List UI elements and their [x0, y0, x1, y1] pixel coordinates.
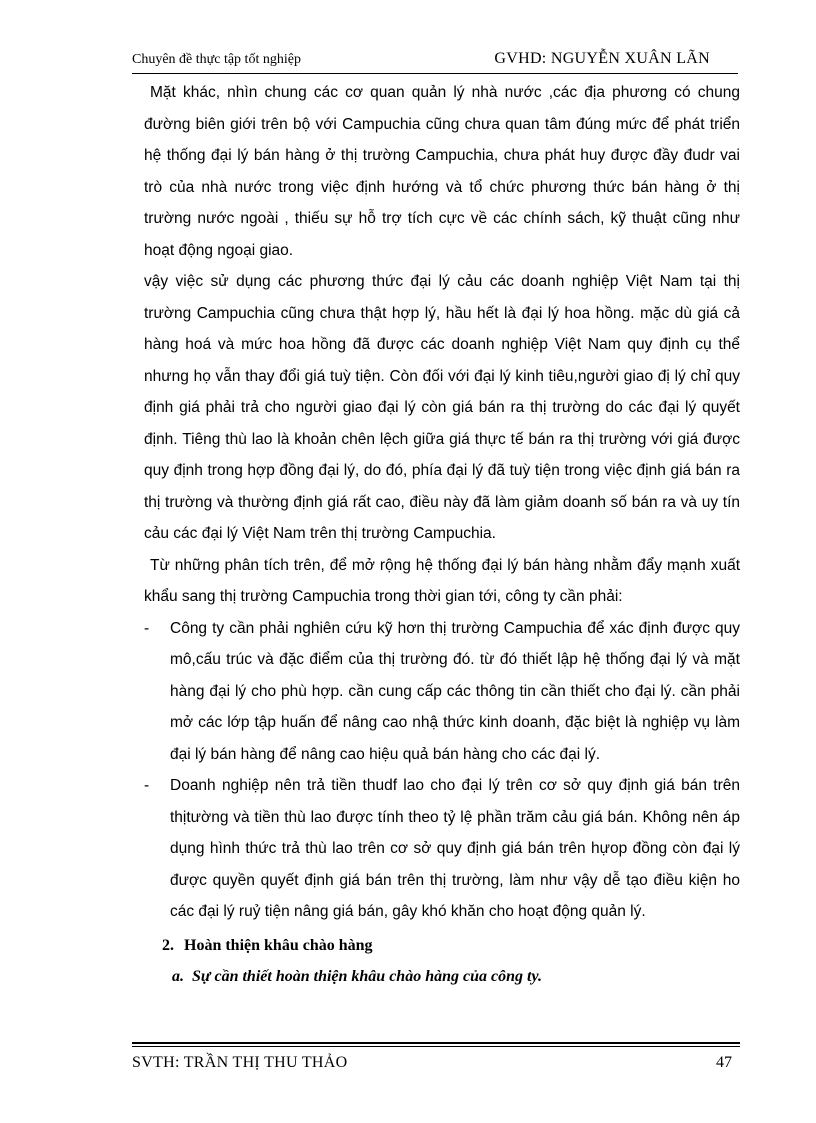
subsection-heading	[172, 961, 740, 993]
bullet-marker: -	[144, 619, 150, 637]
bullet-text: Doanh nghiệp nên trả tiền thudf lao cho đại lý trên cơ sở quy định giá bán trên thịtường và tiền thù lao được tính theo tỷ lệ phần trăm cảu giá bán. Không nên áp dụng hình thức trả thù lao trên cơ sở quy định giá bán trên hựop đồng còn đại lý được quyền quyết định giá bán trên thị trường, làm như vậy dễ tạo điều kiện ho các đại lý ruỷ tiện nâng giá bán, gây khó khăn cho hoạt động quản lý.	[170, 777, 740, 920]
section-heading	[162, 930, 740, 962]
paragraph-1: Mặt khác, nhìn chung các cơ quan quản lý nhà nước ,các địa phương có chung đường biên giới trên bộ với Campuchia cũng chưa quan tâm đúng mức để phát triển hệ thống đại lý bán hàng ở thị trường Campuchia, chưa phát huy được đầy đudr vai trò của nhà nước trong việc định hướng và tổ chức phương thức bán hàng ở thị trường nước ngoài , thiếu sự hỗ trợ tích cực về các chính sách, kỹ thuật cũng như hoạt động ngoại giao.	[144, 84, 740, 259]
footer-student: SVTH: TRẦN THỊ THU THẢO	[132, 1054, 348, 1071]
header-document-title: Chuyên đề thực tập tốt nghiệp	[132, 52, 301, 67]
bullet-marker: -	[144, 777, 150, 794]
page-header	[132, 50, 738, 72]
page-number: 47	[716, 1054, 732, 1071]
list-item	[144, 613, 740, 771]
subsection-title: Sự cần thiết hoàn thiện khâu chào hàng của công ty.	[192, 968, 542, 985]
footer-rule	[132, 1042, 740, 1047]
document-body	[144, 77, 740, 993]
section-title: Hoàn thiện khâu chào hàng	[184, 936, 373, 954]
paragraph-3: Từ những phân tích trên, để mở rộng hệ thống đại lý bán hàng nhằm đẩy mạnh xuất khẩu sang thị trường Campuchia trong thời gian tới, công ty cần phải:	[144, 556, 740, 605]
header-supervisor: GVHD: NGUYỄN XUÂN LÃN	[494, 50, 710, 67]
bullet-text: Công ty cần phải nghiên cứu kỹ hơn thị trường Campuchia để xác định được quy mô,cấu trúc và đặc điểm của thị trường đó. từ đó thiết lập hệ thống đại lý và mặt hàng đại lý cho phù hợp. cần cung cấp các thông tin cần thiết cho đại lý. cần phải mở các lớp tập huấn để nâng cao nhậ thức kinh doanh, đặc biệt là nghiệp vụ làm đại lý bán hàng để nâng cao hiệu quả bán hàng cho các đại lý.	[170, 619, 740, 763]
section-number: 2.	[162, 936, 174, 954]
paragraph-2: vậy việc sử dụng các phương thức đại lý cảu các doanh nghiệp Việt Nam tại thị trường Campuchia cũng chưa thật hợp lý, hầu hết là đại lý hoa hồng. mặc dù giá cả hàng hoá và mức hoa hồng đã được các doanh nghiệp Việt Nam quy định cụ thể nhưng họ vẫn thay đổi giá tuỳ tiện. Còn đối với đại lý kinh tiêu,người giao đị lý chỉ quy định giá phải trả cho người giao đại lý còn giá bán ra thị trường do các đại lý quyết định. Tiêng thù lao là khoản chên lệch giữa giá thực tế bán ra thị trường với giá được quy định trong hợp đồng đại lý, do đó, phía đại lý đã tuỳ tiện trong việc định giá bán ra thị trường và thường định giá rất cao, điều này đã làm giảm doanh số bán ra và uy tín cảu các đại lý Việt Nam trên thị trường Campuchia.	[144, 273, 740, 542]
list-item	[144, 770, 740, 928]
subsection-number: a.	[172, 968, 184, 985]
header-rule	[132, 73, 738, 74]
